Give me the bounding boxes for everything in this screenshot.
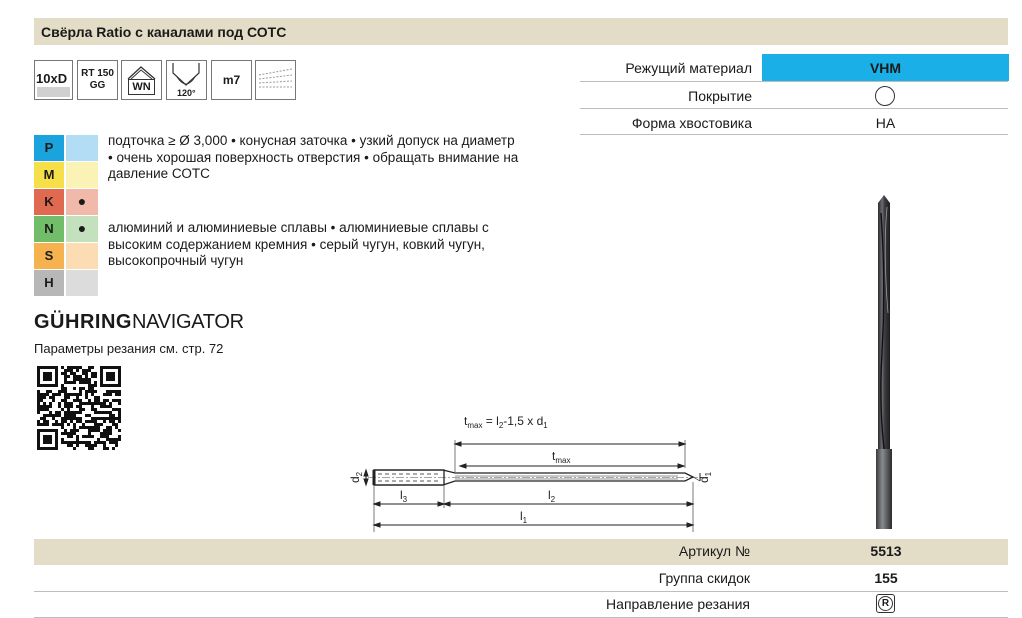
- article-number: 5513: [870, 543, 902, 559]
- material-row-n: N ●: [34, 216, 98, 243]
- svg-text:d1: $d_1$: [697, 471, 713, 483]
- uncoated-icon: [875, 86, 895, 106]
- material-row-s: S: [34, 243, 98, 270]
- article-label: Артикул №: [678, 543, 750, 559]
- material-row-m: M: [34, 162, 98, 189]
- material-row-h: H: [34, 270, 98, 297]
- divider: [34, 591, 1008, 592]
- drill-technical-drawing: [338, 404, 718, 534]
- coating-label: Покрытие: [688, 88, 752, 104]
- internal-coolant-icon: [255, 60, 296, 100]
- shank-label: Форма хвостовика: [631, 115, 752, 131]
- depth-10xd-icon: 10xD: [34, 60, 73, 100]
- tolerance-m7-icon: m7: [211, 60, 252, 100]
- drill-photo: [862, 193, 912, 533]
- cutting-direction-label: Направление резания: [606, 596, 750, 612]
- divider: [580, 81, 1008, 82]
- divider: [580, 134, 1008, 135]
- applications-text: алюминий и алюминиевые сплавы • алюминиевые сплавы с высоким содержанием кремния • серый чугун, ковкий чугун, высокопрочный чугун: [108, 220, 489, 268]
- svg-text:l2: $l_2$: [548, 488, 556, 504]
- svg-text:tmax: $t_{max}$: [552, 449, 571, 465]
- page-title: Свёрла Ratio с каналами под СОТС: [41, 24, 287, 40]
- cutting-parameters-link[interactable]: Параметры резания см. стр. 72: [34, 341, 224, 356]
- material-row-p: P: [34, 135, 98, 162]
- svg-text:l3: $l_3$: [400, 488, 408, 504]
- svg-text:tmax = l2-1,5 x d1: $t_{max} = l_2-1,5$ x $d_1$: [464, 414, 548, 430]
- discount-group-label: Группа скидок: [658, 570, 750, 586]
- material-value: VHM: [869, 60, 902, 76]
- divider: [580, 108, 1008, 109]
- title-bar: [34, 18, 1008, 45]
- point-angle-icon: 120°: [166, 60, 207, 100]
- right-hand-cutting-icon: R: [876, 594, 895, 613]
- rt150-gg-icon: RT 150 GG: [77, 60, 118, 100]
- material-label: Режущий материал: [625, 60, 752, 76]
- shank-value: HA: [875, 115, 896, 131]
- material-row-k: K ●: [34, 189, 98, 216]
- svg-text:l1: $l_1$: [520, 509, 528, 525]
- qr-code-icon[interactable]: [35, 364, 123, 452]
- guehring-navigator-logo: GÜHRINGNAVIGATOR: [34, 311, 244, 333]
- shank-wn-icon: WN: [121, 60, 162, 100]
- svg-text:d2: $d_2$: [348, 471, 364, 483]
- discount-group-value: 155: [874, 570, 898, 586]
- features-text: подточка ≥ Ø 3,000 • конусная заточка • узкий допуск на диаметр • очень хорошая поверхность отверстия • обращать внимание на давление СОТС: [108, 133, 519, 181]
